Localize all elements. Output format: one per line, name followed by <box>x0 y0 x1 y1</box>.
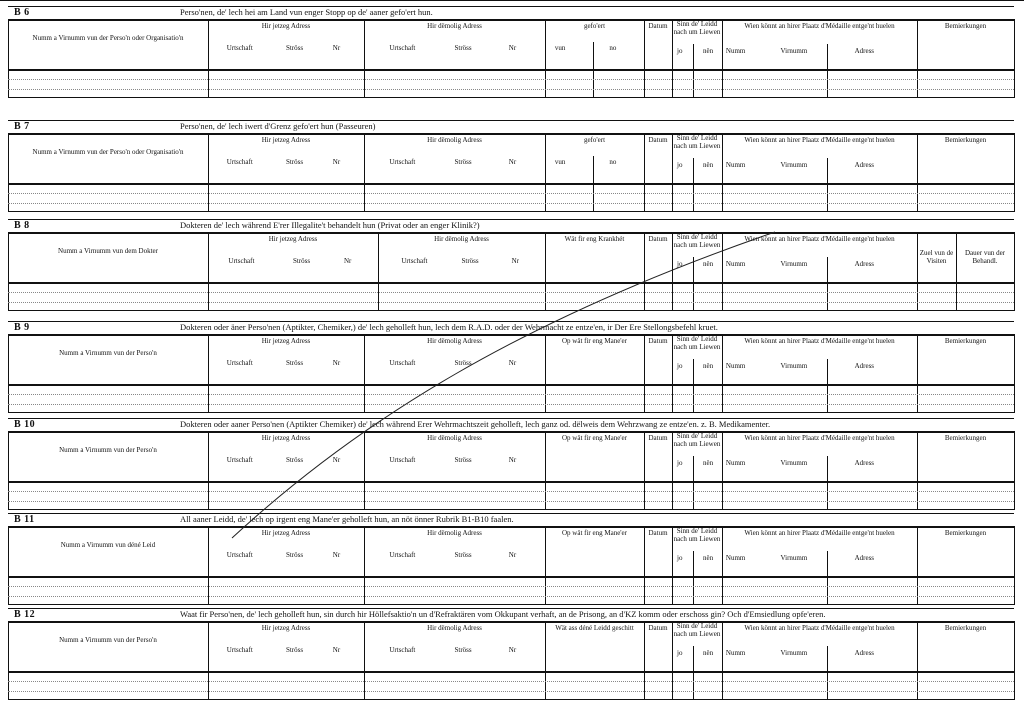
medal-surname-label: Numm <box>725 554 746 562</box>
entry-row-line <box>8 292 1014 293</box>
column-divider <box>917 19 918 98</box>
column-divider <box>1014 526 1015 605</box>
column-divider <box>545 19 546 98</box>
entry-row-line <box>8 394 1014 395</box>
header-separator <box>8 19 1014 21</box>
from-label: vun <box>554 44 566 52</box>
alive-yes-label: jo <box>677 260 683 268</box>
medal-header: Wien könnt an hirer Plaatz d'Médaille entge'nt huelen <box>744 337 895 345</box>
column-divider <box>364 526 365 605</box>
middle-column-header: Op wät fir eng Mane'er <box>561 529 627 537</box>
column-divider <box>1014 621 1015 700</box>
column-divider <box>364 431 365 510</box>
former-street-label: Ströss <box>454 456 472 464</box>
form-section <box>8 120 1014 210</box>
medal-address-label: Adress <box>854 47 875 55</box>
former-address-header: Hir dëmolig Adress <box>427 624 482 632</box>
body-top-line <box>8 481 1014 483</box>
former-address-header: Hir dëmolig Adress <box>427 529 482 537</box>
alive-header: Sinn de' Leidd nach um Liewen <box>673 622 721 639</box>
middle-column-header: Wät fir eng Krankhét <box>564 235 625 243</box>
column-divider <box>917 334 918 413</box>
column-divider <box>8 19 9 98</box>
body-top-line <box>8 69 1014 71</box>
column-divider <box>1014 334 1015 413</box>
middle-column-header: Wät ass déné Leidd geschitt <box>555 624 634 632</box>
section-bottom-line <box>8 412 1014 413</box>
body-top-line <box>8 183 1014 185</box>
form-section <box>8 219 1014 309</box>
former-number-label: Nr <box>508 359 517 367</box>
column-divider <box>1014 19 1015 98</box>
section-top-line <box>8 6 1014 7</box>
name-column-header: Numm a Virnumm vun der Perso'n <box>59 636 157 644</box>
medal-header: Wien könnt an hirer Plaatz d'Médaille entge'nt huelen <box>744 136 895 144</box>
column-divider <box>722 621 723 700</box>
column-divider <box>208 19 209 98</box>
alive-no-label: nën <box>703 47 714 55</box>
section-title: Dokteren oder aaner Perso'nen (Aptikter Chemiker) de' lech während Erer Wehrmachtszeit geholleft, lech ganz od. dëlweis dem Wehrzwang ze entze'en. z. B. Medikamenter. <box>180 419 771 429</box>
date-header: Datum <box>648 136 668 144</box>
medal-address-label: Adress <box>854 459 875 467</box>
alive-yes-label: jo <box>677 161 683 169</box>
alive-yes-label: jo <box>677 459 683 467</box>
date-header: Datum <box>648 22 668 30</box>
column-divider <box>545 431 546 510</box>
section-title: Perso'nen, de' lech hei am Land vun enger Stopp op de' aaner gefo'ert hun. <box>180 7 433 17</box>
column-divider <box>644 431 645 510</box>
header-separator <box>8 334 1014 336</box>
former-street-label: Ströss <box>454 44 472 52</box>
column-divider <box>644 621 645 700</box>
form-section <box>8 513 1014 603</box>
header-separator <box>8 133 1014 135</box>
column-divider <box>644 334 645 413</box>
entry-row-line <box>8 203 1014 204</box>
alive-header: Sinn de' Leidd nach um Liewen <box>673 335 721 352</box>
alive-header: Sinn de' Leidd nach um Liewen <box>673 233 721 250</box>
column-divider <box>208 232 209 311</box>
medal-surname-label: Numm <box>725 161 746 169</box>
name-column-header: Numm a Virnumm vun der Perso'n oder Organisatio'n <box>32 148 184 156</box>
column-divider <box>8 334 9 413</box>
visits-header: Zuel vun de Visiten <box>919 249 954 266</box>
former-street-label: Ströss <box>454 551 472 559</box>
entry-row-line <box>8 302 1014 303</box>
name-column-header: Numm a Virnumm vun der Perso'n <box>59 446 157 454</box>
column-divider <box>8 133 9 212</box>
medal-surname-label: Numm <box>725 260 746 268</box>
former-place-label: Urtschaft <box>389 551 416 559</box>
alive-no-label: nën <box>703 649 714 657</box>
section-title: Dokteren oder äner Perso'nen (Aptikter, Chemiker,) de' lech geholleft hun, lech dem R.A.D. oder der Wehrmacht ze entze'en, ir Der Ere Stellongsbefehl kruet. <box>180 322 718 332</box>
former-address-header: Hir dëmolig Adress <box>427 22 482 30</box>
alive-yes-label: jo <box>677 47 683 55</box>
to-label: no <box>609 44 617 52</box>
current-number-label: Nr <box>332 44 341 52</box>
former-address-header: Hir dëmolig Adress <box>427 136 482 144</box>
current-place-label: Urtschaft <box>226 456 253 464</box>
medal-address-label: Adress <box>854 554 875 562</box>
form-section <box>8 608 1014 698</box>
to-label: no <box>609 158 617 166</box>
alive-yes-label: jo <box>677 362 683 370</box>
middle-column-header: gefo'ert <box>583 22 606 30</box>
column-divider <box>722 526 723 605</box>
column-divider <box>364 334 365 413</box>
section-bottom-line <box>8 604 1014 605</box>
column-divider <box>545 526 546 605</box>
former-number-label: Nr <box>508 646 517 654</box>
medal-header: Wien könnt an hirer Plaatz d'Médaille entge'nt huelen <box>744 235 895 243</box>
column-divider <box>917 621 918 700</box>
current-number-label: Nr <box>332 551 341 559</box>
current-address-header: Hir jetzeg Adress <box>261 136 311 144</box>
current-address-header: Hir jetzeg Adress <box>261 529 311 537</box>
former-place-label: Urtschaft <box>389 456 416 464</box>
date-header: Datum <box>648 624 668 632</box>
medal-header: Wien könnt an hirer Plaatz d'Médaille entge'nt huelen <box>744 624 895 632</box>
column-divider <box>208 334 209 413</box>
header-separator <box>8 232 1014 234</box>
remarks-header: Bemierkungen <box>944 22 987 30</box>
middle-column-header: Op wät fir eng Mane'er <box>561 337 627 345</box>
former-address-header: Hir dëmolig Adress <box>427 337 482 345</box>
section-code: B 12 <box>14 609 36 620</box>
column-divider <box>1014 431 1015 510</box>
column-divider <box>722 232 723 311</box>
column-divider <box>545 133 546 212</box>
section-title: All aaner Leidd, de' lech op irgent eng Mane'er geholleft hun, an nöt önner Rubrik B1-B10 faalen. <box>180 514 514 524</box>
alive-no-label: nën <box>703 260 714 268</box>
section-bottom-line <box>8 509 1014 510</box>
current-address-header: Hir jetzeg Adress <box>261 624 311 632</box>
column-divider <box>378 232 379 311</box>
body-top-line <box>8 576 1014 578</box>
column-divider <box>917 232 918 311</box>
current-address-header: Hir jetzeg Adress <box>268 235 318 243</box>
section-bottom-line <box>8 211 1014 212</box>
section-title: Perso'nen, de' lech iwert d'Grenz gefo'ert hun (Passeuren) <box>180 121 376 131</box>
section-bottom-line <box>8 97 1014 98</box>
date-header: Datum <box>648 235 668 243</box>
body-top-line <box>8 384 1014 386</box>
entry-row-line <box>8 89 1014 90</box>
column-divider <box>208 621 209 700</box>
former-street-label: Ströss <box>454 158 472 166</box>
medal-header: Wien könnt an hirer Plaatz d'Médaille entge'nt huelen <box>744 434 895 442</box>
former-street-label: Ströss <box>461 257 479 265</box>
former-address-header: Hir dëmolig Adress <box>427 434 482 442</box>
section-code: B 8 <box>14 220 30 231</box>
remarks-header: Bemierkungen <box>944 529 987 537</box>
entry-row-line <box>8 193 1014 194</box>
column-divider <box>644 232 645 311</box>
current-place-label: Urtschaft <box>228 257 255 265</box>
form-section <box>8 321 1014 411</box>
medal-firstname-label: Virnumm <box>780 362 808 370</box>
former-number-label: Nr <box>508 551 517 559</box>
medal-address-label: Adress <box>854 362 875 370</box>
name-column-header: Numm a Virnumm vun der Perso'n oder Organisatio'n <box>32 34 184 42</box>
name-column-header: Numm a Virnumm vun déné Leid <box>60 541 156 549</box>
entry-row-line <box>8 491 1014 492</box>
body-top-line <box>8 671 1014 673</box>
body-top-line <box>8 282 1014 284</box>
column-divider <box>545 334 546 413</box>
section-code: B 9 <box>14 322 30 333</box>
alive-header: Sinn de' Leidd nach um Liewen <box>673 527 721 544</box>
treatment-duration-header: Dauer vun der Behandl. <box>964 249 1006 266</box>
column-divider <box>917 133 918 212</box>
column-divider <box>8 621 9 700</box>
former-street-label: Ströss <box>454 646 472 654</box>
current-street-label: Ströss <box>293 257 311 265</box>
current-number-label: Nr <box>332 158 341 166</box>
current-number-label: Nr <box>332 456 341 464</box>
current-place-label: Urtschaft <box>226 158 253 166</box>
alive-header: Sinn de' Leidd nach um Liewen <box>673 134 721 151</box>
medal-address-label: Adress <box>854 260 875 268</box>
remarks-header: Bemierkungen <box>944 337 987 345</box>
date-header: Datum <box>648 337 668 345</box>
column-divider <box>8 431 9 510</box>
column-divider <box>208 526 209 605</box>
current-street-label: Ströss <box>286 44 304 52</box>
medal-firstname-label: Virnumm <box>780 459 808 467</box>
column-divider <box>917 431 918 510</box>
column-divider <box>208 133 209 212</box>
medal-firstname-label: Virnumm <box>780 649 808 657</box>
current-place-label: Urtschaft <box>226 551 253 559</box>
column-divider <box>644 526 645 605</box>
column-divider <box>722 431 723 510</box>
date-header: Datum <box>648 529 668 537</box>
current-place-label: Urtschaft <box>226 359 253 367</box>
section-code: B 6 <box>14 7 30 18</box>
current-number-label: Nr <box>332 359 341 367</box>
medal-surname-label: Numm <box>725 649 746 657</box>
form-section <box>8 6 1014 96</box>
section-code: B 7 <box>14 121 30 132</box>
medal-surname-label: Numm <box>725 47 746 55</box>
former-number-label: Nr <box>508 456 517 464</box>
alive-no-label: nën <box>703 362 714 370</box>
former-address-header: Hir dëmolig Adress <box>434 235 489 243</box>
alive-no-label: nën <box>703 554 714 562</box>
medal-header: Wien könnt an hirer Plaatz d'Médaille entge'nt huelen <box>744 22 895 30</box>
section-code: B 11 <box>14 514 35 525</box>
column-divider <box>722 133 723 212</box>
column-divider <box>8 526 9 605</box>
current-place-label: Urtschaft <box>226 44 253 52</box>
current-address-header: Hir jetzeg Adress <box>261 337 311 345</box>
current-street-label: Ströss <box>286 456 304 464</box>
former-place-label: Urtschaft <box>389 158 416 166</box>
header-separator <box>8 431 1014 433</box>
alive-no-label: nën <box>703 459 714 467</box>
former-number-label: Nr <box>511 257 519 265</box>
top-border <box>0 0 1024 1</box>
column-divider <box>644 19 645 98</box>
current-street-label: Ströss <box>286 646 304 654</box>
current-place-label: Urtschaft <box>226 646 253 654</box>
section-code: B 10 <box>14 419 36 430</box>
current-address-header: Hir jetzeg Adress <box>261 22 311 30</box>
former-place-label: Urtschaft <box>401 257 428 265</box>
former-number-label: Nr <box>508 44 517 52</box>
current-street-label: Ströss <box>286 158 304 166</box>
alive-yes-label: jo <box>677 554 683 562</box>
alive-no-label: nën <box>703 161 714 169</box>
column-divider <box>364 133 365 212</box>
current-address-header: Hir jetzeg Adress <box>261 434 311 442</box>
remarks-header: Bemierkungen <box>944 136 987 144</box>
column-divider <box>644 133 645 212</box>
name-column-header: Numm a Virnumm vun dem Dokter <box>58 247 158 255</box>
column-divider <box>545 621 546 700</box>
medal-firstname-label: Virnumm <box>780 260 808 268</box>
entry-row-line <box>8 596 1014 597</box>
column-divider <box>1014 232 1015 311</box>
current-street-label: Ströss <box>286 551 304 559</box>
header-separator <box>8 526 1014 528</box>
section-bottom-line <box>8 310 1014 311</box>
current-number-label: Nr <box>344 257 352 265</box>
medal-address-label: Adress <box>854 649 875 657</box>
former-place-label: Urtschaft <box>389 359 416 367</box>
former-place-label: Urtschaft <box>389 646 416 654</box>
former-street-label: Ströss <box>454 359 472 367</box>
column-divider <box>364 621 365 700</box>
former-place-label: Urtschaft <box>389 44 416 52</box>
from-label: vun <box>554 158 566 166</box>
column-divider <box>1014 133 1015 212</box>
section-top-line <box>8 120 1014 121</box>
section-top-line <box>8 219 1014 220</box>
middle-column-header: Op wät fir eng Mane'er <box>561 434 627 442</box>
entry-row-line <box>8 501 1014 502</box>
column-divider <box>917 526 918 605</box>
column-divider <box>722 334 723 413</box>
medal-firstname-label: Virnumm <box>780 554 808 562</box>
column-divider <box>208 431 209 510</box>
medal-address-label: Adress <box>854 161 875 169</box>
middle-column-header: gefo'ert <box>583 136 606 144</box>
entry-row-line <box>8 681 1014 682</box>
entry-row-line <box>8 79 1014 80</box>
form-section <box>8 418 1014 508</box>
date-header: Datum <box>648 434 668 442</box>
name-column-header: Numm a Virnumm vun der Perso'n <box>59 349 157 357</box>
column-divider <box>8 232 9 311</box>
alive-header: Sinn de' Leidd nach um Liewen <box>673 432 721 449</box>
remarks-header: Bemierkungen <box>944 434 987 442</box>
medal-surname-label: Numm <box>725 459 746 467</box>
alive-yes-label: jo <box>677 649 683 657</box>
medal-firstname-label: Virnumm <box>780 47 808 55</box>
entry-row-line <box>8 586 1014 587</box>
remarks-header: Bemierkungen <box>944 624 987 632</box>
section-bottom-line <box>8 699 1014 700</box>
medal-firstname-label: Virnumm <box>780 161 808 169</box>
section-title: Waat fir Perso'nen, de' lech geholleft hun, sin durch hir Höllefsaktio'n un d'Refraktären vom Okkupant verhaft, an de Prisong, an d'KZ komm oder erschoss gin? Och d'Emsiedlung opfe'eren. <box>180 609 826 619</box>
header-separator <box>8 621 1014 623</box>
section-title: Dokteren de' lech während E'rer Illegalite't behandelt hun (Privat oder an enger Klinik?) <box>180 220 480 230</box>
column-divider <box>722 19 723 98</box>
former-number-label: Nr <box>508 158 517 166</box>
alive-header: Sinn de' Leidd nach um Liewen <box>673 20 721 37</box>
column-divider <box>956 232 957 311</box>
entry-row-line <box>8 404 1014 405</box>
medal-header: Wien könnt an hirer Plaatz d'Médaille entge'nt huelen <box>744 529 895 537</box>
entry-row-line <box>8 691 1014 692</box>
column-divider <box>364 19 365 98</box>
medal-surname-label: Numm <box>725 362 746 370</box>
current-street-label: Ströss <box>286 359 304 367</box>
current-number-label: Nr <box>332 646 341 654</box>
column-divider <box>545 232 546 311</box>
